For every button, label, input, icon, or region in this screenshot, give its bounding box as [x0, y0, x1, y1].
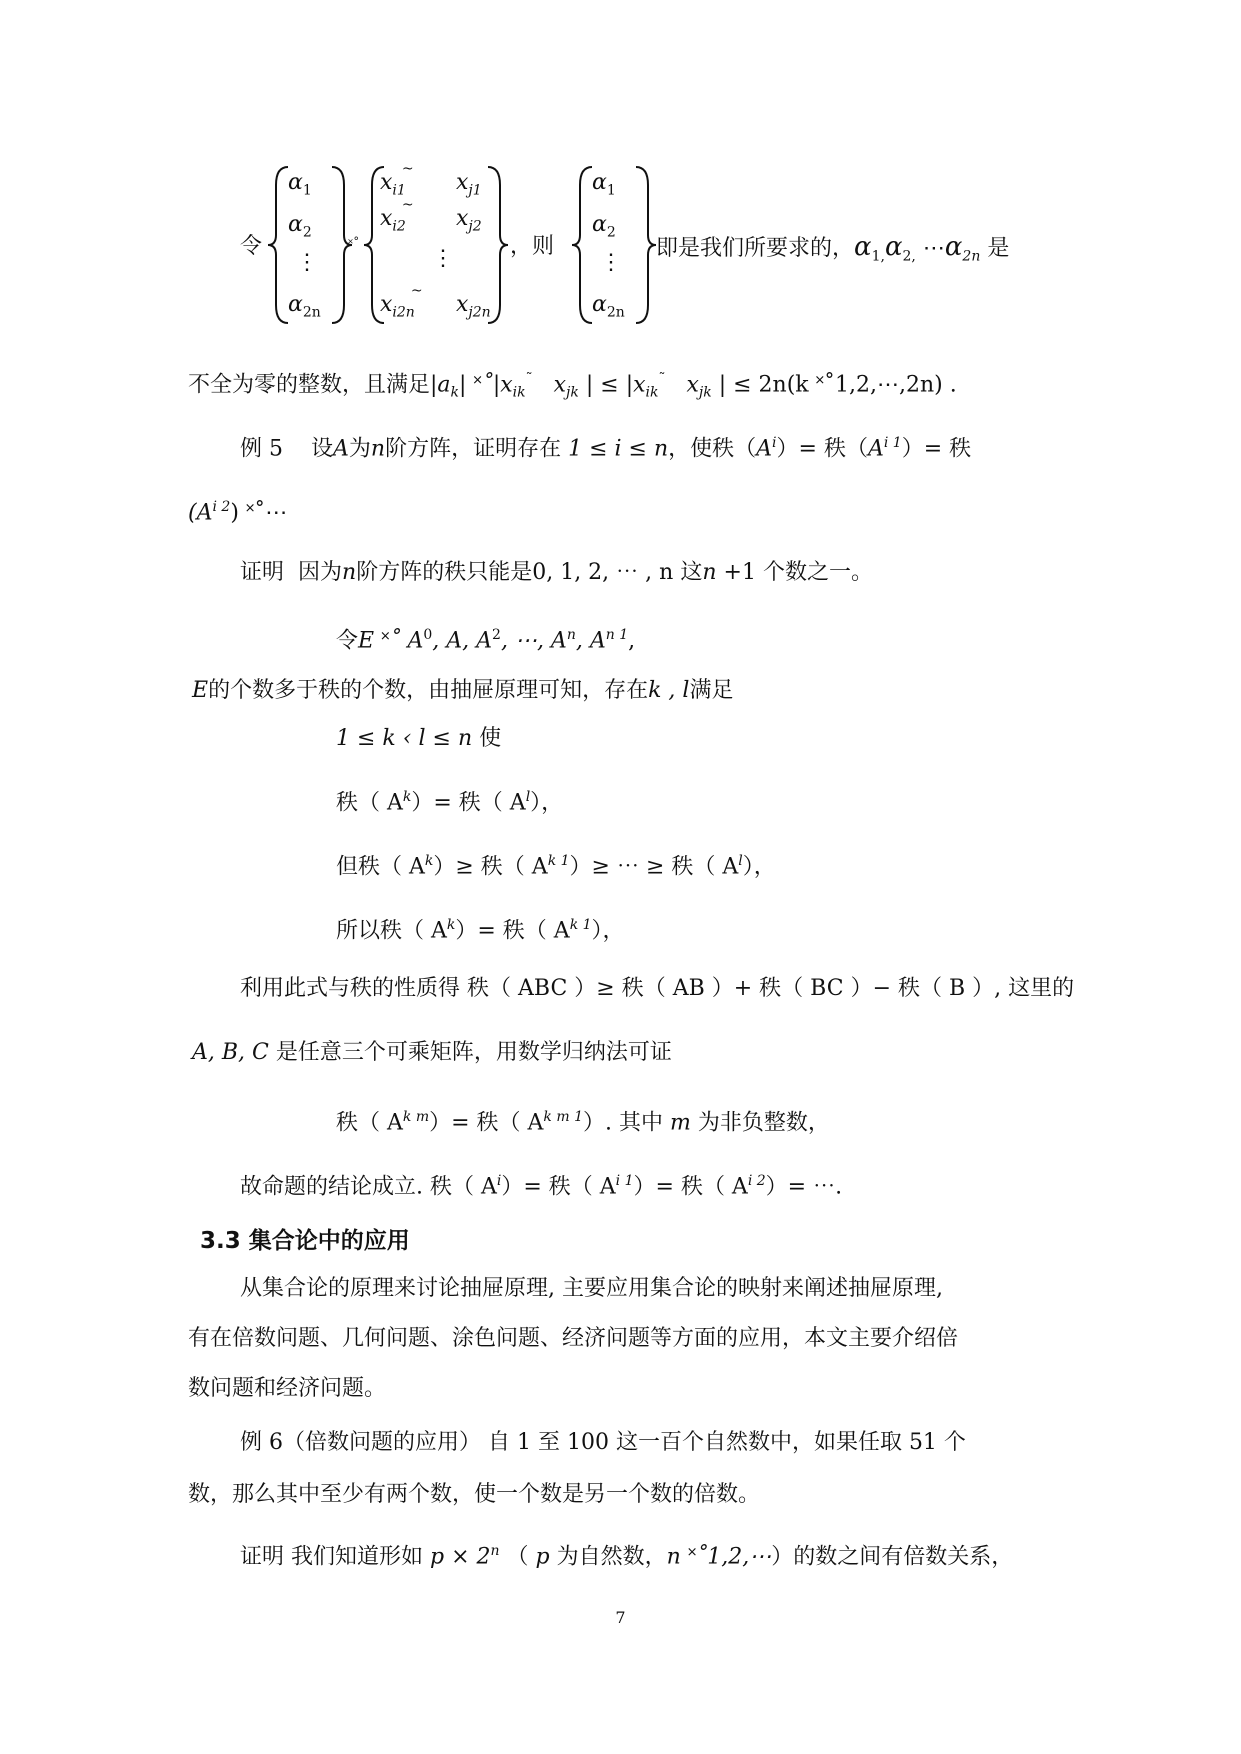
alpha-2: α [288, 212, 303, 237]
let-char: 令 [240, 234, 263, 259]
matrix-right-brace [480, 165, 510, 325]
alpha-2n: α [288, 292, 303, 317]
use-property-line: 利用此式与秩的性质得 秩（ ABC ）≥ 秩（ AB ）+ 秩（ BC ）− 秩（ B ）, 这里的 [240, 976, 1075, 1001]
then-text: ，则 [510, 234, 555, 259]
para1-line3: 数问题和经济问题。 [188, 1376, 387, 1401]
example-5-line1: 例 5 设A为n阶方阵，证明存在 1 ≤ i ≤ n，使秩$(A^i)=$ 秩$(A^{i 1})=$ 秩 [240, 435, 972, 462]
section-heading: 3.3 集合论中的应用 [200, 1228, 410, 1254]
rank-so-line: 所以秩（ $A^k)=$ 秩（ $A^{k 1}$）， [336, 917, 625, 944]
abc-line: A, B, C 是任意三个可乘矩阵，用数学归纳法可证 [192, 1040, 672, 1065]
rank-equal-line: 秩（ $A^k)=$ 秩（ $A^l$）， [336, 789, 564, 816]
example-5-label: 例 5 [240, 436, 283, 462]
rank-chain-line: 但秩（ $A^k)\ge$ 秩（ $A^{k 1})\ge$ ⋯ ≥ 秩（ $A^l$）， [336, 853, 776, 880]
proof-b-line: 证明 我们知道形如 $p \times 2^n$ （ p 为自然数，n ˟˚1,2,⋯）的数之间有倍数关系， [240, 1543, 1014, 1570]
example-6-line2: 数，那么其中至少有两个数，使一个数是另一个数的倍数。 [188, 1482, 761, 1507]
example-6-line1: 例 6（倍数问题的应用） 自 1 至 100 这一百个自然数中，如果任取 51 个 [240, 1430, 966, 1455]
alpha-1: α [288, 170, 303, 195]
proof-label: 证明 [240, 560, 285, 585]
para1-line1: 从集合论的原理来讨论抽屉原理, 主要应用集合论的映射来阐述抽屉原理, [240, 1276, 943, 1301]
condition-line: 不全为零的整数，且满足$|a_k|$ $˟˚|x_{ik}^˜$ $x_{jk}$ | ≤ $|x_{ik}^˜$ $x_{jk}$ | ≤ 2n(k ˟˚1,2,⋯,2n) . [188, 371, 957, 401]
rank-m-line: 秩（ $A^{k m})=$ 秩（ $A^{k m 1}$）. 其中 m 为非负整数， [336, 1109, 830, 1136]
vdots: ⋮ [296, 250, 318, 275]
conclusion-line: 故命题的结论成立. 秩（ $A^i)=$ 秩（ $A^{i 1})=$ 秩（ $A^{i 2})=$ ⋯. [240, 1173, 843, 1200]
let-E-line: 令E ˟˚ $A^0$, A, $A^2$, ⋯, $A^n$, $A^{n 1}$, [336, 627, 636, 654]
operator-symbol: ˟˚ [348, 237, 360, 252]
page-number: 7 [615, 1608, 626, 1627]
right-brace-2 [628, 165, 658, 325]
para1-line2: 有在倍数问题、几何问题、涂色问题、经济问题等方面的应用，本文主要介绍倍 [188, 1326, 959, 1351]
k-l-line: 1 ≤ k ‹ l ≤ n 使 [336, 726, 502, 751]
example-5-line2: $(A^{i 2})$ ˟˚⋯ [188, 499, 288, 526]
E-count-line: E的个数多于秩的个数，由抽屉原理可知，存在k , l满足 [192, 678, 734, 703]
top-formula-tail: 即是我们所要求的，$\alpha_{1,}\alpha_{2,}$ $\cdots\alpha_{2n}$ 是 [656, 232, 1010, 265]
proof-a-line: 证明 因为n阶方阵的秩只能是0, 1, 2, ⋯ , n 这n +1 个数之一。 [240, 560, 873, 585]
